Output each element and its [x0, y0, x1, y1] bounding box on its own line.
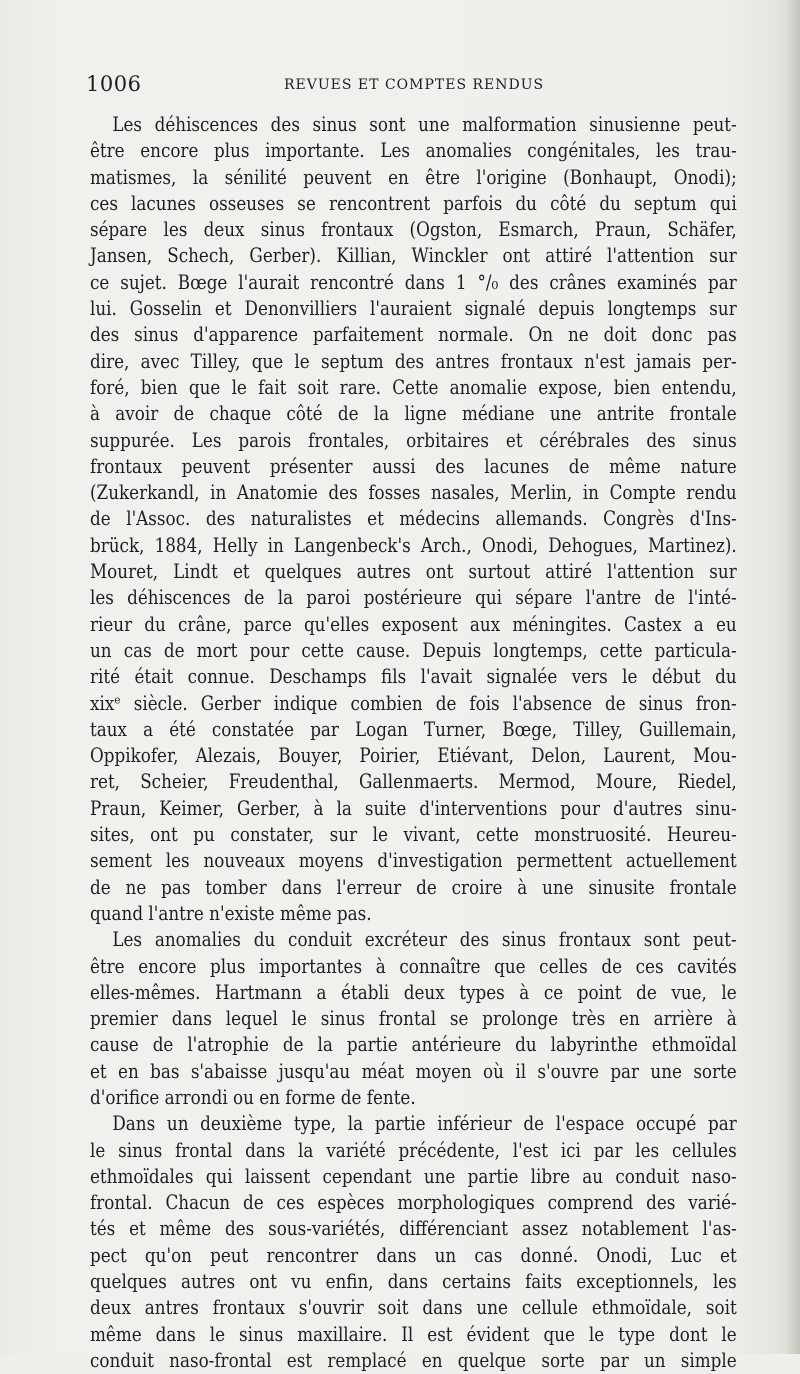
text-line: Praun, Keimer, Gerber, à la suite d'interventions pour d'autres sinu-	[90, 796, 737, 820]
text-line: être encore plus importante. Les anomalies congénitales, les trau-	[90, 139, 737, 163]
text-line: ethmoïdales qui laissent cependant une partie libre au conduit naso-	[90, 1164, 737, 1188]
text-line: ces lacunes osseuses se rencontrent parfois du côté du septum qui	[90, 191, 737, 215]
text-line: à avoir de chaque côté de la ligne médiane une antrite frontale	[90, 402, 737, 426]
text-line: Dans un deuxième type, la partie inférieur de l'espace occupé par	[112, 1112, 737, 1136]
text-line: être encore plus importantes à connaître que celles de ces cavités	[90, 954, 737, 978]
text-line: les déhiscences de la paroi postérieure qui sépare l'antre de l'inté-	[90, 586, 737, 610]
text-line: brück, 1884, Helly in Langenbeck's Arch., Onodi, Dehogues, Martinez).	[90, 533, 737, 557]
text-line: Les anomalies du conduit excréteur des sinus frontaux sont peut-	[112, 928, 737, 952]
page-header	[86, 72, 726, 102]
text-line: taux a été constatée par Logan Turner, Bœge, Tilley, Guillemain,	[90, 717, 737, 741]
text-line: sites, ont pu constater, sur le vivant, cette monstruosité. Heureu-	[90, 823, 737, 847]
text-line: tés et même des sous-variétés, différenciant assez notablement l'as-	[90, 1217, 737, 1241]
text-line: deux antres frontaux s'ouvrir soit dans une cellule ethmoïdale, soit	[90, 1296, 737, 1320]
text-line: ce sujet. Bœge l'aurait rencontré dans 1 °/₀ des crânes examinés par	[90, 270, 737, 294]
text-line: Oppikofer, Alezais, Bouyer, Poirier, Etiévant, Delon, Laurent, Mou-	[90, 744, 737, 768]
text-line: suppurée. Les parois frontales, orbitaires et cérébrales des sinus	[90, 428, 737, 452]
page-edge-shadow	[786, 0, 800, 1354]
body-text	[90, 112, 737, 1374]
text-line: xixᵉ siècle. Gerber indique combien de fois l'absence de sinus fron-	[90, 691, 737, 715]
text-line: frontal. Chacun de ces espèces morphologiques comprend des varié-	[90, 1191, 737, 1215]
text-line: le sinus frontal dans la variété précédente, l'est ici par les cellules	[90, 1138, 737, 1162]
text-line: Jansen, Schech, Gerber). Killian, Winckler ont attiré l'attention sur	[90, 244, 737, 268]
text-line: lui. Gosselin et Denonvilliers l'auraient signalé depuis longtemps sur	[90, 297, 737, 321]
text-line: Mouret, Lindt et quelques autres ont surtout attiré l'attention sur	[90, 560, 737, 584]
text-line: ret, Scheier, Freudenthal, Gallenmaerts. Mermod, Moure, Riedel,	[90, 770, 737, 794]
text-line: des sinus d'apparence parfaitement normale. On ne doit donc pas	[90, 323, 737, 347]
text-line: rieur du crâne, parce qu'elles exposent aux méningites. Castex a eu	[90, 612, 737, 636]
text-line: rité était connue. Deschamps fils l'avait signalée vers le début du	[90, 665, 737, 689]
text-line: quand l'antre n'existe même pas.	[90, 901, 372, 925]
text-line: frontaux peuvent présenter aussi des lacunes de même nature	[90, 454, 737, 478]
text-line: sement les nouveaux moyens d'investigation permettent actuellement	[90, 849, 737, 873]
text-line: même dans le sinus maxillaire. Il est évident que le type dont le	[90, 1322, 737, 1346]
text-line: cause de l'atrophie de la partie antérieure du labyrinthe ethmoïdal	[90, 1033, 737, 1057]
text-line: elles-mêmes. Hartmann a établi deux types à ce point de vue, le	[90, 980, 737, 1004]
text-line: sépare les deux sinus frontaux (Ogston, Esmarch, Praun, Schäfer,	[90, 218, 737, 242]
text-line: de ne pas tomber dans l'erreur de croire à une sinusite frontale	[90, 875, 737, 899]
text-line: quelques autres ont vu enfin, dans certains faits exceptionnels, les	[90, 1270, 737, 1294]
text-line: (Zukerkandl, in Anatomie des fosses nasales, Merlin, in Compte rendu	[90, 481, 737, 505]
text-line: dire, avec Tilley, que le septum des antres frontaux n'est jamais per-	[90, 349, 737, 373]
text-line: pect qu'on peut rencontrer dans un cas donné. Onodi, Luc et	[90, 1243, 737, 1267]
text-line: un cas de mort pour cette cause. Depuis longtemps, cette particula-	[90, 638, 737, 662]
text-line: d'orifice arrondi ou en forme de fente.	[90, 1085, 416, 1109]
text-line: Les déhiscences des sinus sont une malformation sinusienne peut-	[112, 113, 737, 136]
text-line: matismes, la sénilité peuvent en être l'origine (Bonhaupt, Onodi);	[90, 165, 737, 189]
page-number: 1006	[86, 72, 142, 96]
running-title: REVUES ET COMPTES RENDUS	[284, 77, 545, 93]
text-line: premier dans lequel le sinus frontal se prolonge très en arrière à	[90, 1007, 737, 1031]
text-line: et en bas s'abaisse jusqu'au méat moyen où il s'ouvre par une sorte	[90, 1059, 737, 1083]
text-line: conduit naso-frontal est remplacé en quelque sorte par un simple	[90, 1348, 737, 1372]
text-line: de l'Assoc. des naturalistes et médecins allemands. Congrès d'Ins-	[90, 507, 737, 531]
text-line: foré, bien que le fait soit rare. Cette anomalie expose, bien entendu,	[90, 375, 737, 399]
